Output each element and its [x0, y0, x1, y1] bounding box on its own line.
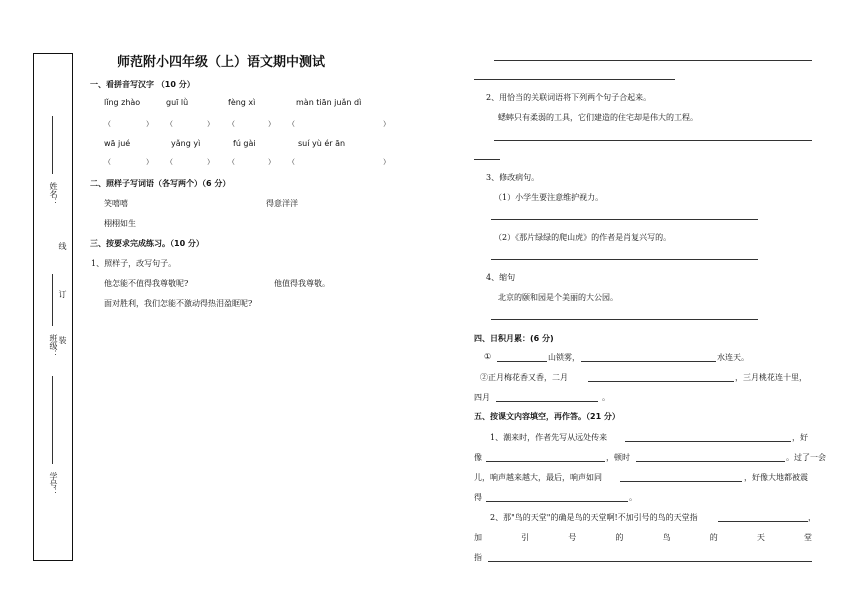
pinyin-4: màn tiān juǎn dì — [296, 98, 362, 107]
question-5-2-end: ， — [808, 513, 816, 522]
fill-blank — [620, 481, 742, 482]
answer-line — [494, 60, 812, 61]
example-word-2: 得意洋洋 — [266, 199, 298, 208]
answer-bracket-open: （ — [166, 158, 173, 166]
answer-bracket-open: （ — [166, 120, 173, 128]
answer-bracket-open: （ — [104, 158, 111, 166]
answer-bracket-close: ） — [268, 158, 275, 166]
question-2-sentence: 蟋蟀只有柔弱的工具，它们建造的住宅却是伟大的工程。 — [498, 113, 698, 122]
spread-char: 的 — [615, 533, 624, 542]
example-sentence-b: 他值得我尊敬。 — [274, 279, 330, 288]
passage-line-2-mid: ，顿时 — [606, 453, 630, 462]
answer-bracket-open: （ — [104, 120, 111, 128]
answer-bracket-close: ） — [383, 158, 390, 166]
passage-line-2-end: 。过了一会 — [786, 453, 826, 462]
fill-blank — [625, 441, 791, 442]
pinyin-2: guī lǜ — [166, 98, 189, 107]
section-3-heading: 三、按要求完成练习。（10 分） — [90, 239, 204, 248]
passage-line-3: 儿，响声越来越大，最后，响声如同 — [474, 473, 602, 482]
cut-mark-zhuang: 装 — [58, 336, 67, 344]
class-line — [52, 274, 53, 326]
spread-char: 加 — [474, 533, 482, 542]
section-4-heading: 四、日积月累：(6 分) — [474, 334, 554, 343]
spread-char: 鸟 — [662, 533, 671, 542]
passage-line-4-end: 。 — [629, 493, 637, 502]
section-5-heading: 五、按课文内容填空，再作答。（21 分） — [474, 412, 620, 421]
pinyin-7: fú gài — [233, 139, 256, 148]
passage-line-4: 得 — [474, 493, 482, 502]
poem-line-3: 四月 — [474, 393, 490, 402]
section-2-heading: 二、照样子写词语（各写两个）（6 分） — [90, 179, 231, 188]
pinyin-5: wā jué — [104, 139, 131, 148]
answer-line — [494, 140, 812, 141]
answer-line — [474, 79, 675, 80]
fill-blank — [718, 521, 808, 522]
question-4-sentence: 北京的颐和园是个美丽的大公园。 — [498, 293, 618, 302]
pinyin-6: yǎng yì — [171, 139, 201, 148]
pinyin-8: suí yù ér ān — [298, 139, 346, 148]
answer-line — [491, 259, 758, 260]
answer-line — [488, 561, 812, 562]
spread-char: 天 — [756, 533, 765, 542]
fill-blank — [486, 501, 628, 502]
page-title: 师范附小四年级（上）语文期中测试 — [117, 55, 326, 70]
binding-margin — [33, 53, 73, 561]
answer-bracket-close: ） — [146, 158, 153, 166]
student-name-label: 姓名： — [49, 182, 58, 206]
pinyin-1: lǐng zhào — [104, 98, 141, 107]
example-word-1: 笑嘻嘻 — [104, 199, 128, 208]
answer-line — [491, 219, 758, 220]
passage-line-7: 指 — [474, 553, 482, 562]
question-5-2: 2、那"鸟的天堂"的确是鸟的天堂啊!不加引号的鸟的天堂指 — [490, 513, 698, 522]
fill-blank — [497, 361, 547, 362]
student-id-line — [52, 376, 53, 464]
fill-blank — [636, 461, 785, 462]
question-2: 2、用恰当的关联词语将下列两个句子合起来。 — [486, 93, 652, 102]
passage-line-3-end: ，好像大地都被震 — [744, 473, 808, 482]
cut-mark-ding: 订 — [58, 290, 67, 298]
class-label: 班级： — [49, 334, 58, 358]
example-sentence-a: 他怎能不值得我尊敬呢? — [104, 279, 189, 288]
fill-blank — [496, 401, 598, 402]
cut-mark-xian: 线 — [58, 242, 67, 250]
example-word-3: 栩栩如生 — [104, 219, 136, 228]
answer-bracket-close: ） — [146, 120, 153, 128]
passage-line-1-end: ，好 — [792, 433, 808, 442]
poem-line-2: ，三月桃花连十里， — [735, 373, 807, 382]
poem-line-end: 。 — [602, 393, 610, 402]
idiom-text-1: 山锁雾， — [548, 353, 580, 362]
answer-bracket-close: ） — [268, 120, 275, 128]
question-3-1: 1、照样子，改写句子。 — [91, 259, 177, 268]
answer-line — [491, 319, 758, 320]
spread-char: 的 — [709, 533, 718, 542]
fill-blank — [581, 361, 716, 362]
answer-line — [474, 159, 500, 160]
question-3: 3、修改病句。 — [486, 173, 540, 182]
spread-char: 堂 — [803, 533, 812, 542]
answer-bracket-close: ） — [207, 158, 214, 166]
idiom-text-2: 水连天。 — [717, 353, 749, 362]
question-4: 4、缩句 — [486, 273, 516, 282]
answer-bracket-open: （ — [288, 158, 295, 166]
student-name-line — [52, 116, 53, 174]
spread-text-line — [474, 532, 812, 543]
answer-bracket-open: （ — [288, 120, 295, 128]
question-3-1-sentence: 面对胜利，我们怎能不激动得热泪盈眶呢? — [104, 299, 253, 308]
answer-bracket-close: ） — [207, 120, 214, 128]
pinyin-3: fèng xì — [228, 98, 256, 107]
student-id-label: 学号： — [49, 472, 58, 496]
fill-blank — [588, 381, 734, 382]
fill-blank — [486, 461, 605, 462]
passage-line-1: 1、潮来时，作者先写从远处传来 — [490, 433, 608, 442]
question-3-b: （2）《那片绿绿的爬山虎》的作者是肖复兴写的。 — [494, 233, 672, 242]
question-3-a: （1）小学生要注意维护视力。 — [494, 193, 604, 202]
passage-line-2: 像 — [474, 453, 482, 462]
answer-bracket-open: （ — [228, 120, 235, 128]
answer-bracket-open: （ — [228, 158, 235, 166]
spread-char: 引 — [521, 533, 530, 542]
item-number-1: ① — [484, 352, 492, 361]
poem-line-1: ②正月梅花香又香，二月 — [480, 373, 568, 382]
answer-bracket-close: ） — [383, 120, 390, 128]
spread-char: 号 — [568, 533, 577, 542]
section-1-heading: 一、看拼音写汉字 （10 分） — [90, 80, 195, 89]
